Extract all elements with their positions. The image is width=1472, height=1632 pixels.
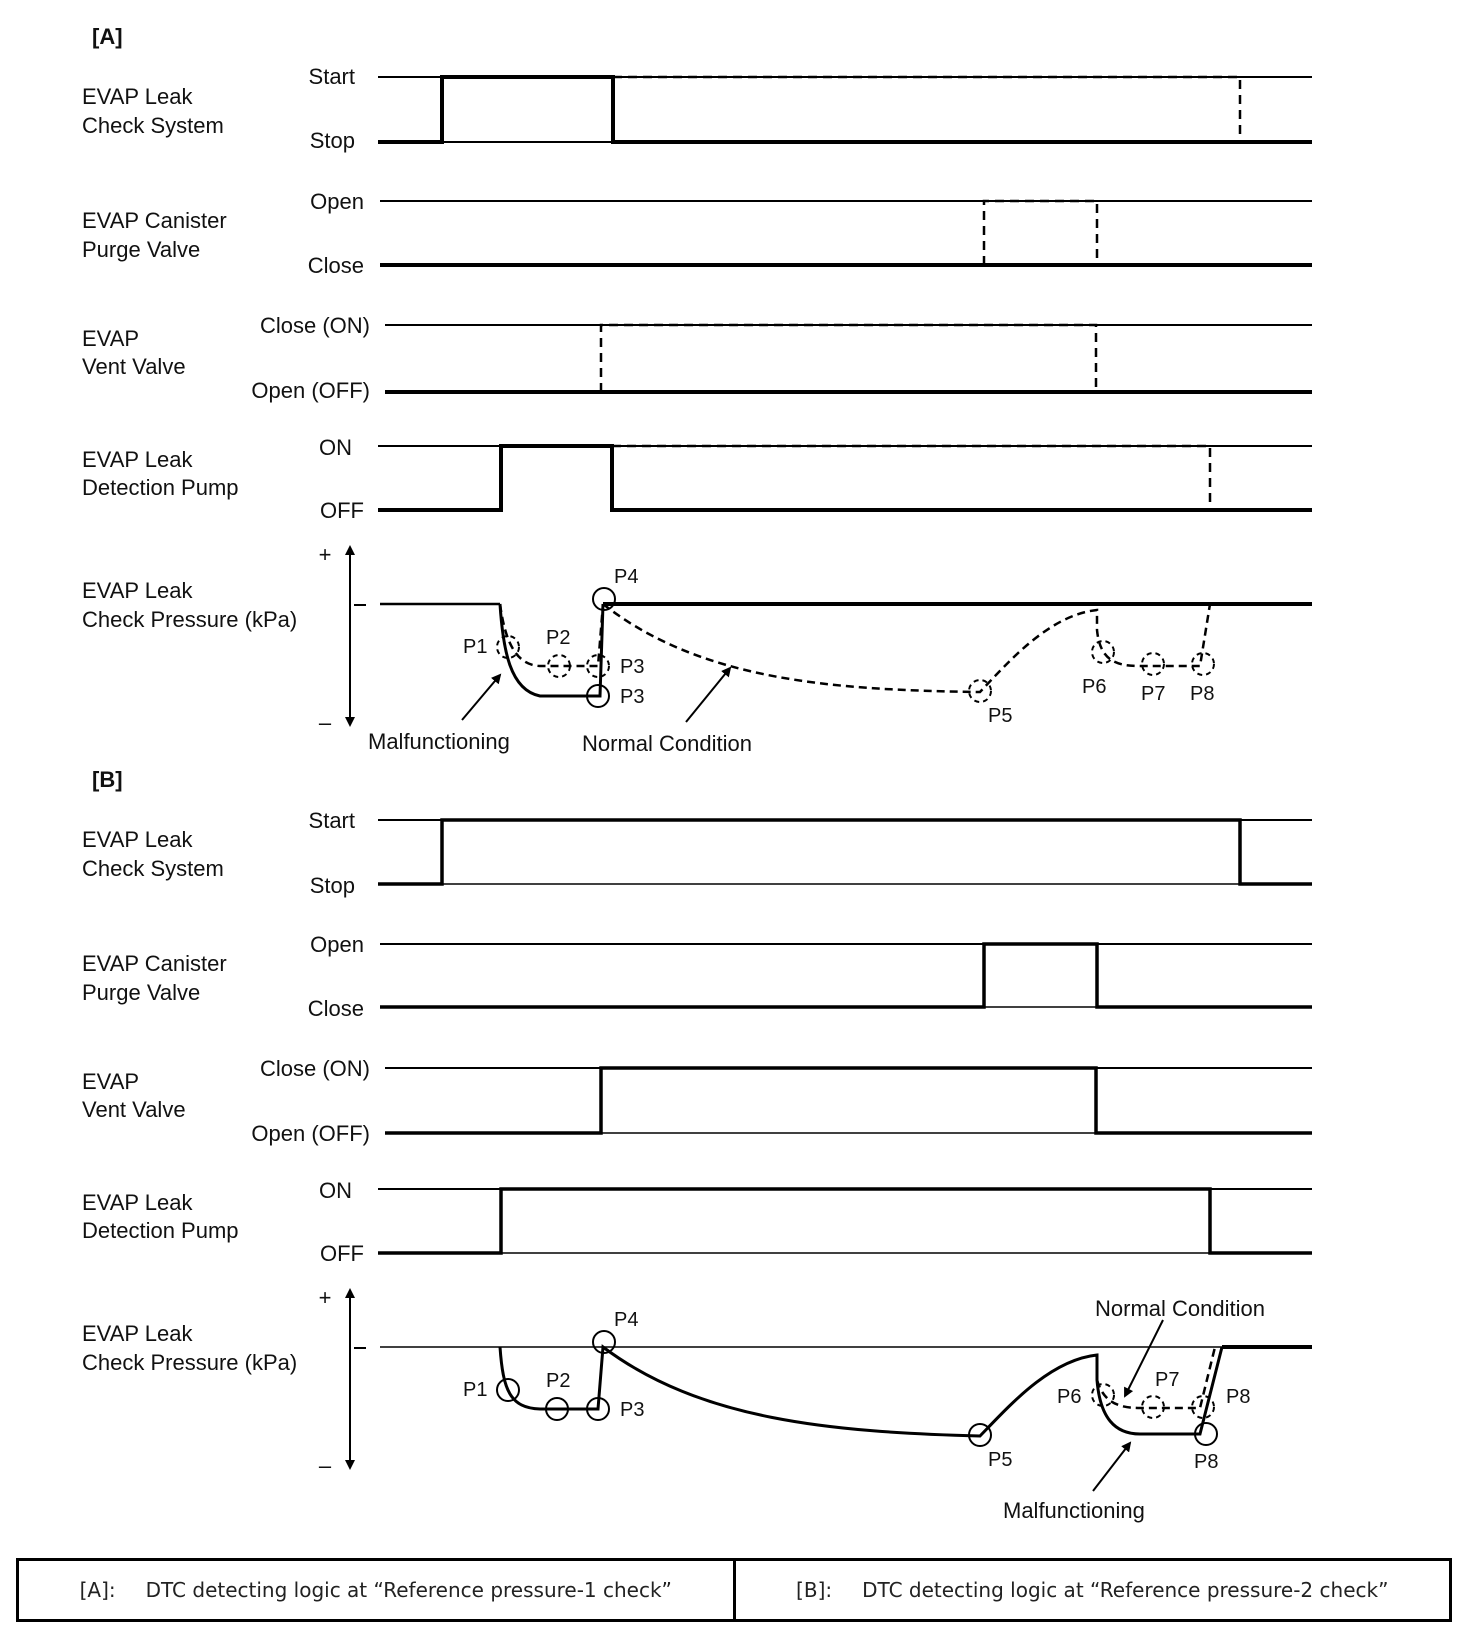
- signal-trace-dashed: [984, 201, 1097, 265]
- level-high-label: Open: [310, 932, 364, 957]
- point-label-p6: P6: [1082, 676, 1107, 698]
- signal-row-purge-valve: [82, 189, 1312, 278]
- level-low-label: Close: [307, 996, 364, 1021]
- point-marker-p8: [1192, 653, 1214, 675]
- signal-trace: [378, 77, 1312, 142]
- point-label-p8-malfunction: P8: [1194, 1451, 1219, 1473]
- signal-name-line1: EVAP Canister: [82, 951, 227, 976]
- signal-trace: [380, 944, 1312, 1007]
- signal-trace-dashed: [601, 325, 1096, 392]
- section-b: [82, 767, 1312, 1523]
- signal-name-line2: Purge Valve: [82, 237, 201, 262]
- signal-name-line1: EVAP Leak: [82, 1321, 193, 1346]
- level-low-label: Open (OFF): [251, 1121, 370, 1146]
- point-label-p2: P2: [546, 1370, 571, 1392]
- point-label-p7: P7: [1141, 683, 1166, 705]
- signal-trace: [378, 820, 1312, 884]
- signal-trace-dashed: [613, 77, 1240, 142]
- signal-name-line1: EVAP Leak: [82, 827, 193, 852]
- level-high-label: Start: [308, 808, 355, 833]
- normal-curve: [603, 604, 1210, 692]
- level-high-label: ON: [319, 435, 352, 460]
- minus-sign: –: [318, 1453, 332, 1478]
- point-label-p8: P8: [1190, 683, 1215, 705]
- signal-name-line1: EVAP: [82, 1069, 140, 1094]
- plus-sign: +: [318, 542, 332, 567]
- signal-row-leak-check-system: [82, 808, 1312, 898]
- level-low-label: Stop: [309, 128, 355, 153]
- legend-key-b: [B]:: [796, 1578, 833, 1602]
- signal-name-line1: EVAP Leak: [82, 84, 193, 109]
- signal-trace: [378, 1189, 1312, 1253]
- minus-sign: –: [318, 710, 332, 735]
- signal-trace: [378, 446, 1312, 510]
- signal-name-line1: EVAP Leak: [82, 1190, 193, 1215]
- signal-name-line2: Check Pressure (kPa): [82, 607, 298, 632]
- point-label-p5: P5: [988, 705, 1013, 727]
- annotation-arrow-normal: [686, 668, 730, 722]
- point-label-p1: P1: [463, 636, 488, 658]
- signal-row-vent-valve: [82, 313, 1312, 403]
- signal-trace: [385, 1068, 1312, 1133]
- signal-name-line2: Vent Valve: [82, 1097, 186, 1122]
- point-label-p1: P1: [463, 1379, 488, 1401]
- point-label-p6: P6: [1057, 1386, 1082, 1408]
- signal-name-line1: EVAP Leak: [82, 578, 193, 603]
- annotation-malfunctioning: Malfunctioning: [368, 729, 510, 754]
- point-label-p8-normal: P8: [1226, 1386, 1251, 1408]
- point-marker-p7: [1142, 653, 1164, 675]
- legend-key-a: [A]:: [79, 1578, 116, 1602]
- signal-name-line1: EVAP Leak: [82, 447, 193, 472]
- annotation-malfunctioning: Malfunctioning: [1003, 1498, 1145, 1523]
- signal-row-leak-check-system: [82, 64, 1312, 153]
- malfunction-curve: [500, 604, 603, 696]
- pressure-row: [82, 1285, 1312, 1523]
- legend-cell-a: [19, 1561, 733, 1619]
- signal-row-purge-valve: [82, 932, 1312, 1021]
- legend-cell-b: [733, 1561, 1450, 1619]
- section-a: [82, 24, 1312, 756]
- level-high-label: ON: [319, 1178, 352, 1203]
- point-label-p5: P5: [988, 1449, 1013, 1471]
- signal-name-line1: EVAP: [82, 326, 140, 351]
- point-label-p3: P3: [620, 1399, 645, 1421]
- annotation-arrow-malfunctioning: [462, 675, 500, 720]
- point-label-p4: P4: [614, 566, 639, 588]
- pressure-row: [82, 542, 1312, 756]
- legend-text-b: DTC detecting logic at “Reference pressure-2 check”: [862, 1578, 1389, 1602]
- point-label-p7: P7: [1155, 1369, 1180, 1391]
- point-label-p3-malfunction: P3: [620, 686, 645, 708]
- point-label-p2: P2: [546, 627, 571, 649]
- level-high-label: Close (ON): [259, 313, 370, 338]
- annotation-normal-condition: Normal Condition: [1095, 1296, 1265, 1321]
- signal-name-line2: Detection Pump: [82, 1218, 239, 1243]
- level-low-label: Close: [307, 253, 364, 278]
- signal-row-detection-pump: [82, 1178, 1312, 1266]
- level-high-label: Close (ON): [259, 1056, 370, 1081]
- signal-name-line2: Detection Pump: [82, 475, 239, 500]
- signal-name-line1: EVAP Canister: [82, 208, 227, 233]
- point-label-p3-normal: P3: [620, 656, 645, 678]
- level-low-label: OFF: [320, 498, 364, 523]
- legend-text-a: DTC detecting logic at “Reference pressure-1 check”: [145, 1578, 672, 1602]
- annotation-normal-condition: Normal Condition: [582, 731, 752, 756]
- point-label-p4: P4: [614, 1309, 639, 1331]
- legend-box: [16, 1558, 1452, 1622]
- section-b-label: [B]: [92, 767, 123, 792]
- signal-row-vent-valve: [82, 1056, 1312, 1146]
- signal-name-line2: Check System: [82, 113, 224, 138]
- signal-trace-dashed: [612, 446, 1210, 510]
- level-high-label: Open: [310, 189, 364, 214]
- point-marker-p6: [1092, 641, 1114, 663]
- signal-name-line2: Purge Valve: [82, 980, 201, 1005]
- level-low-label: OFF: [320, 1241, 364, 1266]
- level-low-label: Stop: [309, 873, 355, 898]
- signal-name-line2: Vent Valve: [82, 354, 186, 379]
- signal-name-line2: Check System: [82, 856, 224, 881]
- signal-row-detection-pump: [82, 435, 1312, 523]
- level-high-label: Start: [308, 64, 355, 89]
- section-a-label: [A]: [92, 24, 123, 49]
- level-low-label: Open (OFF): [251, 378, 370, 403]
- annotation-arrow-malfunctioning: [1093, 1443, 1130, 1491]
- plus-sign: +: [318, 1285, 332, 1310]
- signal-name-line2: Check Pressure (kPa): [82, 1350, 298, 1375]
